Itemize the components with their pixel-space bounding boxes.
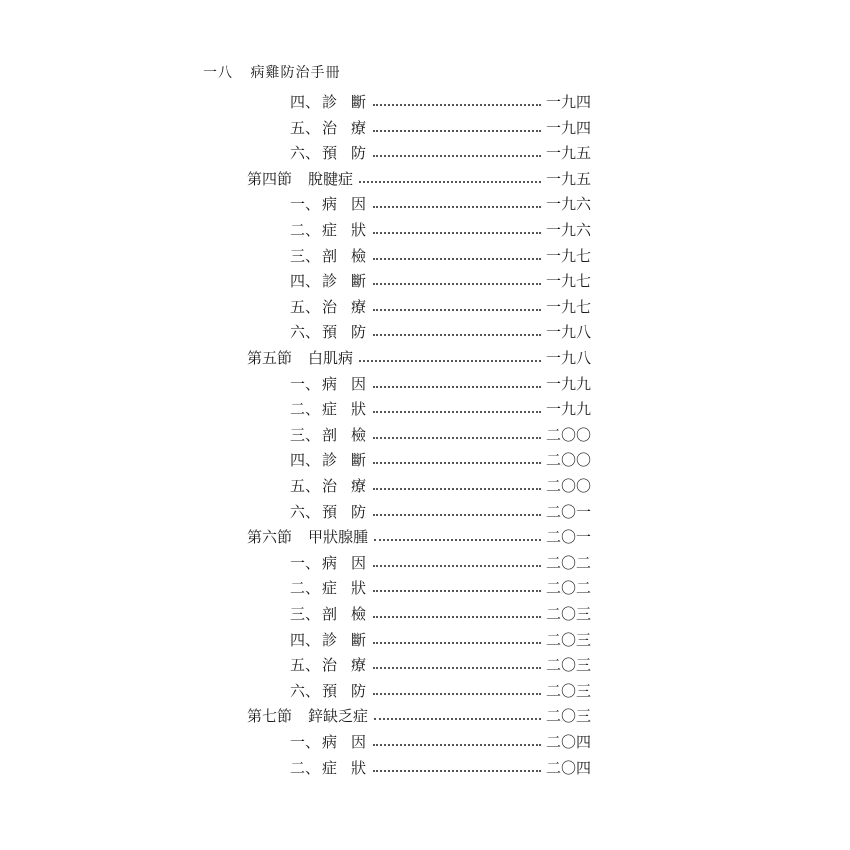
item-label [290,448,366,473]
toc-item-row [0,116,850,141]
item-label [290,551,366,576]
item-number: 六、 [290,323,321,342]
item-label [290,192,366,217]
item-number: 一、 [290,733,321,751]
item-label [290,628,366,653]
dot-leader [373,665,541,669]
item-number: 五、 [290,656,321,675]
item-label [290,397,366,422]
toc-item-row [0,653,850,678]
toc-item-row [0,397,850,422]
toc-item-row [0,628,850,653]
item-title-char-1: 治 [322,477,338,495]
item-title-char-2: 斷 [351,451,367,470]
dot-leader [373,153,541,157]
page-reference: 二〇二 [546,553,592,572]
item-label [290,576,366,601]
dot-leader [373,563,541,567]
page-reference: 一九八 [546,323,592,342]
item-label [290,602,366,627]
dot-leader [373,281,541,285]
page-reference: 二〇一 [546,502,592,521]
item-title-char-2: 狀 [351,579,367,598]
item-number: 二、 [290,400,321,419]
dot-leader [373,307,541,311]
toc-item-row [0,474,850,499]
item-number: 四、 [290,93,321,111]
item-title-char-2: 斷 [351,272,367,291]
item-label [290,90,366,115]
toc-item-row [0,269,850,294]
toc-item-row [0,756,850,781]
item-label [290,141,366,166]
section-title: 脫腱症 [308,169,354,188]
page-reference: 一九五 [546,144,592,163]
toc-item-row [0,90,850,115]
section-title: 白肌病 [308,349,354,367]
item-number: 三、 [290,605,321,623]
item-title-char-2: 因 [351,553,367,572]
page-reference: 一九四 [546,93,592,111]
page-reference: 二〇三 [546,630,592,649]
item-label [290,730,366,755]
item-label [290,653,366,678]
toc-item-row [0,500,850,525]
item-title-char-1: 剖 [322,425,338,444]
item-number: 三、 [290,246,321,265]
item-title-char-2: 斷 [351,630,367,649]
toc-item-row [0,192,850,217]
page-reference: 二〇三 [546,656,592,675]
item-title-char-2: 防 [351,502,367,521]
dot-leader [373,435,541,439]
item-title-char-1: 剖 [322,605,338,623]
page-reference: 二〇三 [546,707,592,726]
page-reference: 一九五 [546,169,592,188]
item-number: 二、 [290,758,321,777]
page-reference: 二〇〇 [546,425,592,444]
page-reference: 二〇三 [546,681,592,700]
toc-item-row [0,423,850,448]
toc-item-row [0,448,850,473]
item-title-char-2: 因 [351,195,367,214]
item-title-char-1: 診 [322,630,338,649]
toc-item-row [0,551,850,576]
item-title-char-1: 治 [322,297,338,316]
item-title-char-1: 症 [322,221,338,239]
item-title-char-2: 檢 [351,246,367,265]
dot-leader [373,614,541,618]
item-title-char-1: 病 [322,374,338,393]
item-number: 三、 [290,425,321,444]
item-number: 四、 [290,451,321,470]
toc-item-row [0,244,850,269]
item-title-char-2: 檢 [351,425,367,444]
dot-leader [373,460,541,464]
item-title-char-2: 療 [351,118,367,137]
item-title-char-1: 診 [322,93,338,111]
toc-section-row [0,704,850,729]
item-title-char-1: 治 [322,118,338,137]
item-number: 二、 [290,579,321,598]
page-reference: 二〇〇 [546,477,592,495]
toc-section-row [0,346,850,371]
item-number: 六、 [290,144,321,163]
page-reference: 一九九 [546,374,592,393]
toc-item-row [0,730,850,755]
toc-item-row [0,372,850,397]
item-title-char-1: 症 [322,579,338,598]
dot-leader [373,102,541,106]
item-title-char-2: 療 [351,477,367,495]
item-label [290,269,366,294]
dot-leader [374,537,541,541]
item-title-char-2: 狀 [351,758,367,777]
item-label [290,320,366,345]
page-reference: 一九九 [546,400,592,419]
item-title-char-2: 檢 [351,605,367,623]
toc-item-row [0,141,850,166]
page-reference: 二〇四 [546,758,592,777]
item-title-char-2: 狀 [351,400,367,419]
item-title-char-1: 症 [322,400,338,419]
page-reference: 二〇二 [546,579,592,598]
book-title: 病雞防治手冊 [250,65,341,81]
item-title-char-2: 防 [351,323,367,342]
toc-section-row [0,525,850,550]
page-reference: 一九七 [546,297,592,316]
item-title-char-2: 因 [351,374,367,393]
item-number: 一、 [290,374,321,393]
item-label [290,295,366,320]
dot-leader [373,230,541,234]
dot-leader [373,332,541,336]
page-header [203,62,340,82]
dot-leader [373,640,541,644]
section-label [247,525,368,550]
item-title-char-2: 狀 [351,221,367,239]
section-number: 第六節 [247,528,293,547]
page-reference: 二〇一 [546,528,592,547]
dot-leader [373,204,541,208]
item-title-char-1: 剖 [322,246,338,265]
page-reference: 二〇〇 [546,451,592,470]
item-title-char-2: 防 [351,144,367,163]
dot-leader [373,486,541,490]
dot-leader [373,384,541,388]
item-title-char-1: 預 [322,681,338,700]
toc-item-row [0,602,850,627]
page-reference: 一九七 [546,272,592,291]
item-label [290,474,366,499]
section-number: 第七節 [247,707,293,726]
page-reference: 二〇三 [546,605,592,623]
item-label [290,244,366,269]
toc-item-row [0,576,850,601]
dot-leader [373,588,541,592]
item-number: 六、 [290,681,321,700]
item-label [290,679,366,704]
item-number: 四、 [290,630,321,649]
item-title-char-2: 斷 [351,93,367,111]
item-title-char-1: 預 [322,502,338,521]
item-label [290,423,366,448]
page-reference: 一九七 [546,246,592,265]
item-label [290,500,366,525]
item-title-char-1: 診 [322,451,338,470]
item-title-char-1: 病 [322,195,338,214]
toc-section-row [0,167,850,192]
item-title-char-2: 療 [351,297,367,316]
page-reference: 一九六 [546,195,592,214]
item-title-char-2: 防 [351,681,367,700]
dot-leader [373,128,541,132]
toc-item-row [0,320,850,345]
item-title-char-1: 病 [322,553,338,572]
section-label [247,346,353,371]
item-number: 六、 [290,502,321,521]
item-title-char-1: 治 [322,656,338,675]
item-title-char-2: 因 [351,733,367,751]
dot-leader [374,716,541,720]
dot-leader [373,256,541,260]
toc-item-row [0,679,850,704]
item-label [290,756,366,781]
toc-item-row [0,218,850,243]
dot-leader [373,691,541,695]
item-number: 五、 [290,477,321,495]
item-title-char-1: 病 [322,733,338,751]
item-title-char-1: 預 [322,144,338,163]
dot-leader [373,409,541,413]
item-title-char-1: 預 [322,323,338,342]
dot-leader [359,179,541,183]
item-number: 一、 [290,195,321,214]
section-title: 鋅缺乏症 [308,707,369,726]
item-number: 四、 [290,272,321,291]
dot-leader [373,742,541,746]
item-title-char-1: 診 [322,272,338,291]
page-reference: 二〇四 [546,733,592,751]
item-number: 五、 [290,118,321,137]
toc-item-row [0,295,850,320]
page-number: 一八 [203,65,233,81]
item-label [290,218,366,243]
item-number: 二、 [290,221,321,239]
dot-leader [359,358,541,362]
dot-leader [373,768,541,772]
page-reference: 一九六 [546,221,592,239]
item-title-char-1: 症 [322,758,338,777]
section-label [247,167,353,192]
dot-leader [373,512,541,516]
item-number: 一、 [290,553,321,572]
item-label [290,116,366,141]
item-number: 五、 [290,297,321,316]
item-title-char-2: 療 [351,656,367,675]
section-number: 第四節 [247,169,293,188]
page-reference: 一九八 [546,349,592,367]
section-number: 第五節 [247,349,293,367]
page-reference: 一九四 [546,118,592,137]
section-label [247,704,368,729]
item-label [290,372,366,397]
section-title: 甲狀腺腫 [308,528,369,547]
